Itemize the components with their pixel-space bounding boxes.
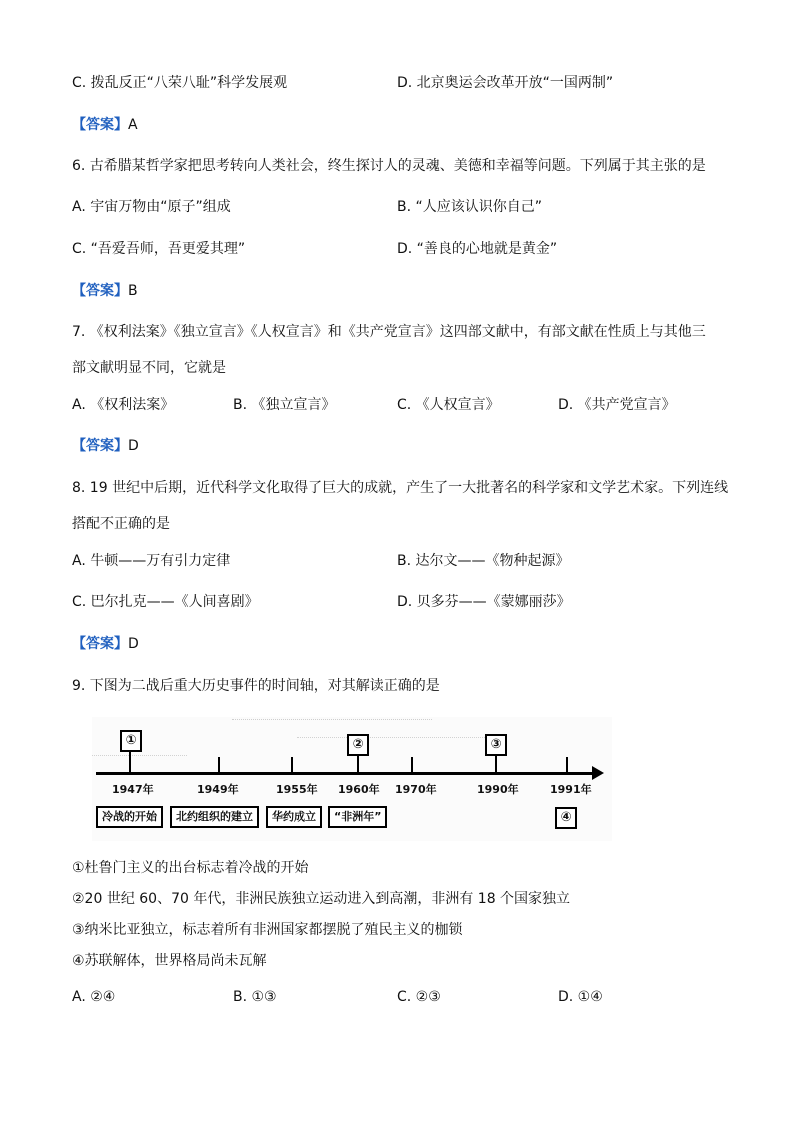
answer-value: D [128, 438, 139, 454]
q6-option-a: A. 宇宙万物由“原子”组成 [72, 199, 231, 215]
q7-answer [72, 437, 139, 455]
timeline-year: 1947年 [112, 783, 154, 796]
q5-option-d: D. 北京奥运会改革开放“一国两制” [397, 75, 614, 91]
q6-option-c: C. “吾爱吾师，吾更爱其理” [72, 241, 246, 257]
q8-stem-line1: 8. 19 世纪中后期，近代科学文化取得了巨大的成就，产生了一大批著名的科学家和文学艺术家。下列连线 [72, 480, 729, 496]
timeline-year: 1949年 [197, 783, 239, 796]
q5-option-c: C. 拨乱反正“八荣八耻”科学发展观 [72, 75, 288, 91]
timeline-tick [357, 757, 359, 775]
q9-option-c: C. ②③ [397, 989, 441, 1005]
timeline-tick [495, 757, 497, 775]
marker-4: ④ [555, 807, 577, 829]
timeline-figure [92, 717, 612, 841]
answer-tag: 【答案】 [72, 438, 128, 454]
answer-tag: 【答案】 [72, 283, 128, 299]
q9-statement-4: ④苏联解体，世界格局尚未瓦解 [72, 953, 267, 969]
q9-option-b: B. ①③ [233, 989, 277, 1005]
q8-option-b: B. 达尔文——《物种起源》 [397, 553, 570, 569]
q9-stem: 9. 下图为二战后重大历史事件的时间轴，对其解读正确的是 [72, 678, 440, 694]
timeline-arrow-icon [592, 766, 604, 780]
q6-stem: 6. 古希腊某哲学家把思考转向人类社会，终生探讨人的灵魂、美德和幸福等问题。下列属于其主张的是 [72, 158, 706, 174]
q7-option-d: D. 《共产党宣言》 [558, 397, 676, 413]
scan-artifact [297, 737, 507, 748]
q9-statement-1: ①杜鲁门主义的出台标志着冷战的开始 [72, 860, 309, 876]
marker-2: ② [347, 734, 369, 756]
timeline-year: 1960年 [338, 783, 380, 796]
scan-artifact [92, 755, 187, 764]
q7-option-b: B. 《独立宣言》 [233, 397, 336, 413]
timeline-year: 1970年 [395, 783, 437, 796]
answer-value: D [128, 636, 139, 652]
answer-tag: 【答案】 [72, 636, 128, 652]
timeline-year: 1991年 [550, 783, 592, 796]
answer-value: B [128, 283, 138, 299]
event-box: 冷战的开始 [96, 806, 163, 828]
q5-answer [72, 116, 138, 134]
marker-3: ③ [485, 734, 507, 756]
event-box: “非洲年” [328, 806, 387, 828]
timeline-year: 1955年 [276, 783, 318, 796]
q9-option-a: A. ②④ [72, 989, 116, 1005]
q8-answer [72, 635, 139, 653]
scan-artifact [232, 719, 432, 728]
q7-option-c: C. 《人权宣言》 [397, 397, 500, 413]
marker-stem [129, 751, 131, 759]
marker-1: ① [120, 730, 142, 752]
q9-statement-2: ②20 世纪 60、70 年代，非洲民族独立运动进入到高潮，非洲有 18 个国家独立 [72, 891, 571, 907]
q6-answer [72, 282, 138, 300]
answer-tag: 【答案】 [72, 117, 128, 133]
q7-option-a: A. 《权利法案》 [72, 397, 175, 413]
event-box: 北约组织的建立 [170, 806, 259, 828]
q7-stem-line1: 7. 《权利法案》《独立宣言》《人权宣言》和《共产党宣言》这四部文献中，有部文献在性质上与其他三 [72, 324, 706, 340]
answer-value: A [128, 117, 138, 133]
q7-stem-line2: 部文献明显不同，它就是 [72, 360, 226, 376]
timeline-axis [96, 772, 596, 775]
timeline-tick [129, 757, 131, 775]
timeline-tick [218, 757, 220, 775]
q8-option-c: C. 巴尔扎克——《人间喜剧》 [72, 594, 259, 610]
q8-option-a: A. 牛顿——万有引力定律 [72, 553, 231, 569]
q6-option-b: B. “人应该认识你自己” [397, 199, 543, 215]
q8-option-d: D. 贝多芬——《蒙娜丽莎》 [397, 594, 571, 610]
timeline-tick [411, 757, 413, 775]
timeline-tick [291, 757, 293, 775]
q8-stem-line2: 搭配不正确的是 [72, 516, 170, 532]
event-box: 华约成立 [266, 806, 322, 828]
q6-option-d: D. “善良的心地就是黄金” [397, 241, 558, 257]
q9-statement-3: ③纳米比亚独立，标志着所有非洲国家都摆脱了殖民主义的枷锁 [72, 922, 463, 938]
q9-option-d: D. ①④ [558, 989, 603, 1005]
timeline-tick [566, 757, 568, 775]
timeline-year: 1990年 [477, 783, 519, 796]
